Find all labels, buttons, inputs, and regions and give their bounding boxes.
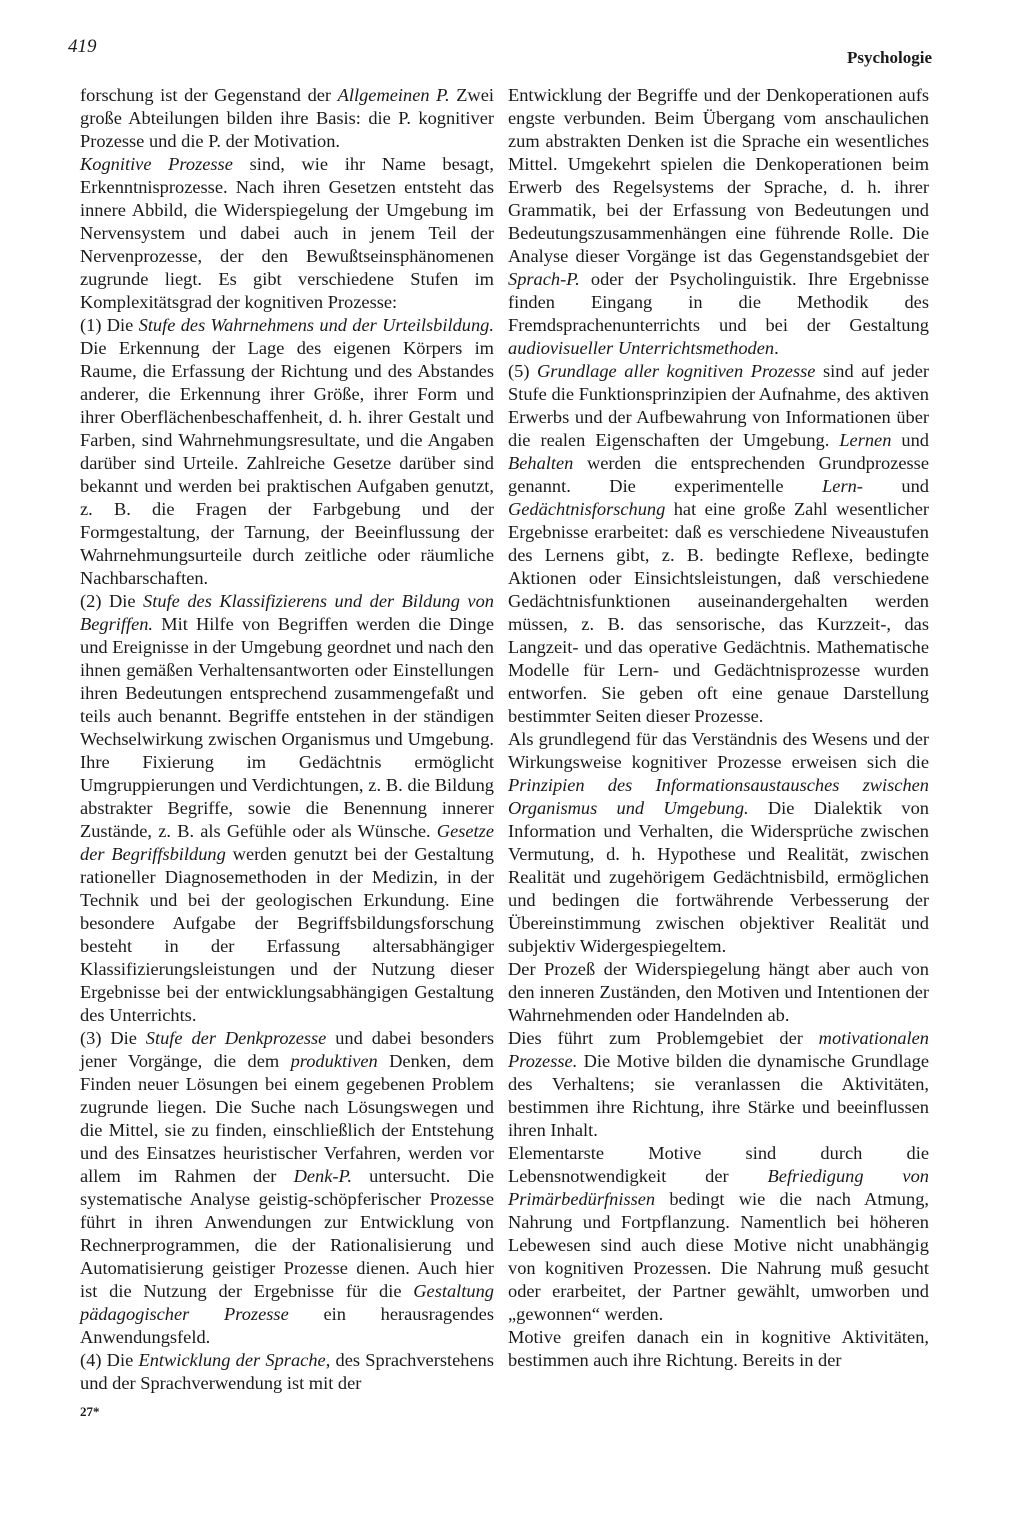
text: werden die entsprechenden Grundprozesse genannt. Die experimentelle [508,453,929,496]
italic-term: Gesetze der Begriffsbildung [80,821,494,864]
page-number: 419 [68,36,97,57]
paragraph [508,728,929,958]
text: , des Sprachverstehens und der Sprachverwendung ist mit der [80,1350,494,1393]
italic-term: Befriedigung von Primärbedürfnissen [508,1166,929,1209]
paragraph [80,590,494,1027]
italic-term: Gedächtnisforschung [508,499,666,519]
paragraph [508,1142,929,1326]
paragraph [508,1326,929,1372]
paragraph [80,84,494,153]
text: Motive greifen danach ein in kognitive Aktivitäten, bestimmen auch ihre Richtung. Bereits in der [508,1327,929,1370]
italic-term: Entwicklung der Sprache [138,1350,326,1370]
text: bedingt wie die nach Atmung, Nahrung und Fortpflanzung. Namentlich bei höheren Lebewesen sind auch diese Motive nicht unabhängig von kognitiven Prozessen. Die Nahrung muß gesucht oder erarbeitet, der Partner gewählt, umworben und „gewonnen“ werden. [508,1189,929,1324]
text: Denken, dem Finden neuer Lösungen bei einem gegebenen Problem zugrunde liegen. Die Suche nach Lösungswegen und die Mittel, sie zu finden, einschließlich der Entstehung und des Einsatzes heuristischer Verfahren, werden vor allem im Rahmen der [80,1051,494,1186]
text: und [862,476,929,496]
text: werden genutzt bei der Gestaltung rationeller Diagnosemethoden in der Medizin, in der Technik und bei der geologischen Erkundung. Eine besondere Aufgabe der Begriffsbildungsforschung besteht in der Erfassung altersabhängiger Klassifizierungsleistungen und der Nutzung dieser Ergebnisse bei der entwicklungsabhängigen Gestaltung des Unterrichts. [80,844,494,1025]
paragraph [508,84,929,360]
text: Dies führt zum Problemgebiet der [508,1028,819,1048]
text: (3) Die [80,1028,146,1048]
text: und dabei besonders jener Vorgänge, die dem [80,1028,494,1071]
italic-term: Lernen [839,430,892,450]
italic-term: Prinzipien des Informationsaustausches zwischen Organismus und Umgebung. [508,775,929,818]
italic-term: Allgemeinen P. [337,85,450,105]
sheet-signature: 27* [80,1404,100,1419]
text: Mit Hilfe von Begriffen werden die Dinge und Ereignisse in der Umgebung geordnet und nach den ihnen gemäßen Verhaltensantworten oder Einstellungen ihren Bedeutungen entsprechend zusammengefaßt und teils auch benannt. Begriffe entstehen in der ständigen Wechselwirkung zwischen Organismus und Umgebung. Ihre Fixierung im Gedächtnis ermöglicht Umgruppierungen und Verdichtungen, z. B. die Bildung abstrakter Begriffe, sowie die Benennung innerer Zustände, z. B. als Gefühle oder als Wünsche. [80,614,494,841]
italic-term: Sprach-P. [508,269,580,289]
italic-term: produktiven [290,1051,378,1071]
paragraph [80,153,494,314]
text: Als grundlegend für das Verständnis des Wesens und der Wirkungsweise kognitiver Prozesse erweisen sich die [508,729,929,772]
text: Die Erkennung der Lage des eigenen Körpers im Raume, die Erfassung der Richtung und des Abstandes anderer, die Erkennung ihrer Größe, ihrer Form und ihrer Oberflächenbeschaffenheit, d. h. ihrer Gestalt und Farben, sind Wahrnehmungsresultate, und die Angaben darüber sind Urteile. Zahlreiche Gesetze darüber sind bekannt und werden bei praktischen Aufgaben genutzt, z. B. die Fragen der Farbgebung und der Formgestaltung, der Tarnung, der Beeinflussung der Wahrnehmungsurteile durch zeitliche oder räumliche Nachbarschaften. [80,338,494,588]
text: . [774,338,779,358]
paragraph [508,958,929,1027]
paragraph [508,360,929,728]
paragraph [80,1349,494,1395]
text: (2) Die [80,591,144,611]
italic-term: Lern- [822,476,863,496]
italic-term: Stufe des Klassifizierens und der Bildung von Begriffen. [80,591,494,634]
italic-term: Stufe der Denkprozesse [145,1028,327,1048]
text: (4) Die [80,1350,139,1370]
text: Zwei große Abteilungen bilden ihre Basis: die P. kognitiver Prozesse und die P. der Motivation. [80,85,494,151]
paragraph [80,1027,494,1349]
italic-term: Stufe des Wahrnehmens und der Urteilsbildung. [138,315,494,335]
left-column [80,84,494,1395]
italic-term: Gestaltung pädagogischer Prozesse [80,1281,494,1324]
paragraph [508,1027,929,1142]
text: ein herausragendes Anwendungsfeld. [80,1304,494,1347]
running-head: Psychologie [847,48,932,67]
text: (5) [508,361,538,381]
text: oder der Psycholinguistik. Ihre Ergebnisse finden Eingang in die Methodik des Fremdsprachenunterrichts und bei der Gestaltung [508,269,929,335]
text: und [891,430,929,450]
italic-term: Denk-P. [293,1166,352,1186]
italic-term: Behalten [508,453,574,473]
text: (1) Die [80,315,139,335]
text: Die Dialektik von Information und Verhalten, die Widersprüche zwischen Vermutung, d. h. Hypothese und Realität, zwischen Realität und zugehörigem Gedächtnisbild, ermöglichen und bedingen die fortwährende Verbesserung der Übereinstimmung zwischen objektiver Realität und subjektiv Widergespiegeltem. [508,798,929,956]
italic-term: motivationalen Prozesse. [508,1028,929,1071]
text: Die Motive bilden die dynamische Grundlage des Verhaltens; sie veranlassen die Aktivitäten, bestimmen ihre Richtung, ihre Stärke und beeinflussen ihren Inhalt. [508,1051,929,1140]
italic-term: audiovisueller Unterrichtsmethoden [508,338,775,358]
italic-term: Grundlage aller kognitiven Prozesse [537,361,816,381]
italic-term: Kognitive Prozesse [80,154,233,174]
text: Der Prozeß der Widerspiegelung hängt aber auch von den inneren Zuständen, den Motiven und Intentionen der Wahrnehmenden oder Handelnden ab. [508,959,929,1025]
right-column [508,84,929,1372]
text: sind, wie ihr Name besagt, Erkenntnisprozesse. Nach ihren Gesetzen entsteht das innere Abbild, die Widerspiegelung der Umgebung im Nervensystem und dabei auch in jenem Teil der Nervenprozesse, der den Bewußtseinsphänomenen zugrunde liegt. Es gibt verschiedene Stufen im Komplexitätsgrad der kognitiven Prozesse: [80,154,494,312]
text: sind auf jeder Stufe die Funktionsprinzipien der Aufnahme, des aktiven Erwerbs und der Aufbewahrung von Informationen über die realen Eigenschaften der Umgebung. [508,361,930,450]
text: hat eine große Zahl wesentlicher Ergebnisse erarbeitet: daß es verschiedene Niveaustufen des Lernens gibt, z. B. bedingte Reflexe, bedingte Aktionen oder Einsichtsleistungen, daß verschiedene Gedächtnisfunktionen auseinandergehalten werden müssen, z. B. das sensorische, das Kurzzeit-, das Langzeit- und das operative Gedächtnis. Mathematische Modelle für Lern- und Gedächtnisprozesse wurden entworfen. Sie geben oft eine genaue Darstellung bestimmter Seiten dieser Prozesse. [508,499,929,726]
text: forschung ist der Gegenstand der [80,85,338,105]
text: untersucht. Die systematische Analyse geistig-schöpferischer Prozesse führt in ihren Anwendungen zur Entwicklung von Rechnerprogrammen, die der Rationalisierung und Automatisierung geistiger Prozesse dienen. Auch hier ist die Nutzung der Ergebnisse für die [80,1166,494,1301]
paragraph [80,314,494,590]
text: Elementarste Motive sind durch die Lebensnotwendigkeit der [508,1143,929,1186]
text: Entwicklung der Begriffe und der Denkoperationen aufs engste verbunden. Beim Übergang vom anschaulichen zum abstrakten Denken ist die Sprache ein wesentliches Mittel. Umgekehrt spielen die Denkoperationen beim Erwerb des Regelsystems der Sprache, d. h. ihrer Grammatik, bei der Erfassung von Bedeutungen und Bedeutungszusammenhängen eine führende Rolle. Die Analyse dieser Vorgänge ist das Gegenstandsgebiet der [508,85,929,266]
